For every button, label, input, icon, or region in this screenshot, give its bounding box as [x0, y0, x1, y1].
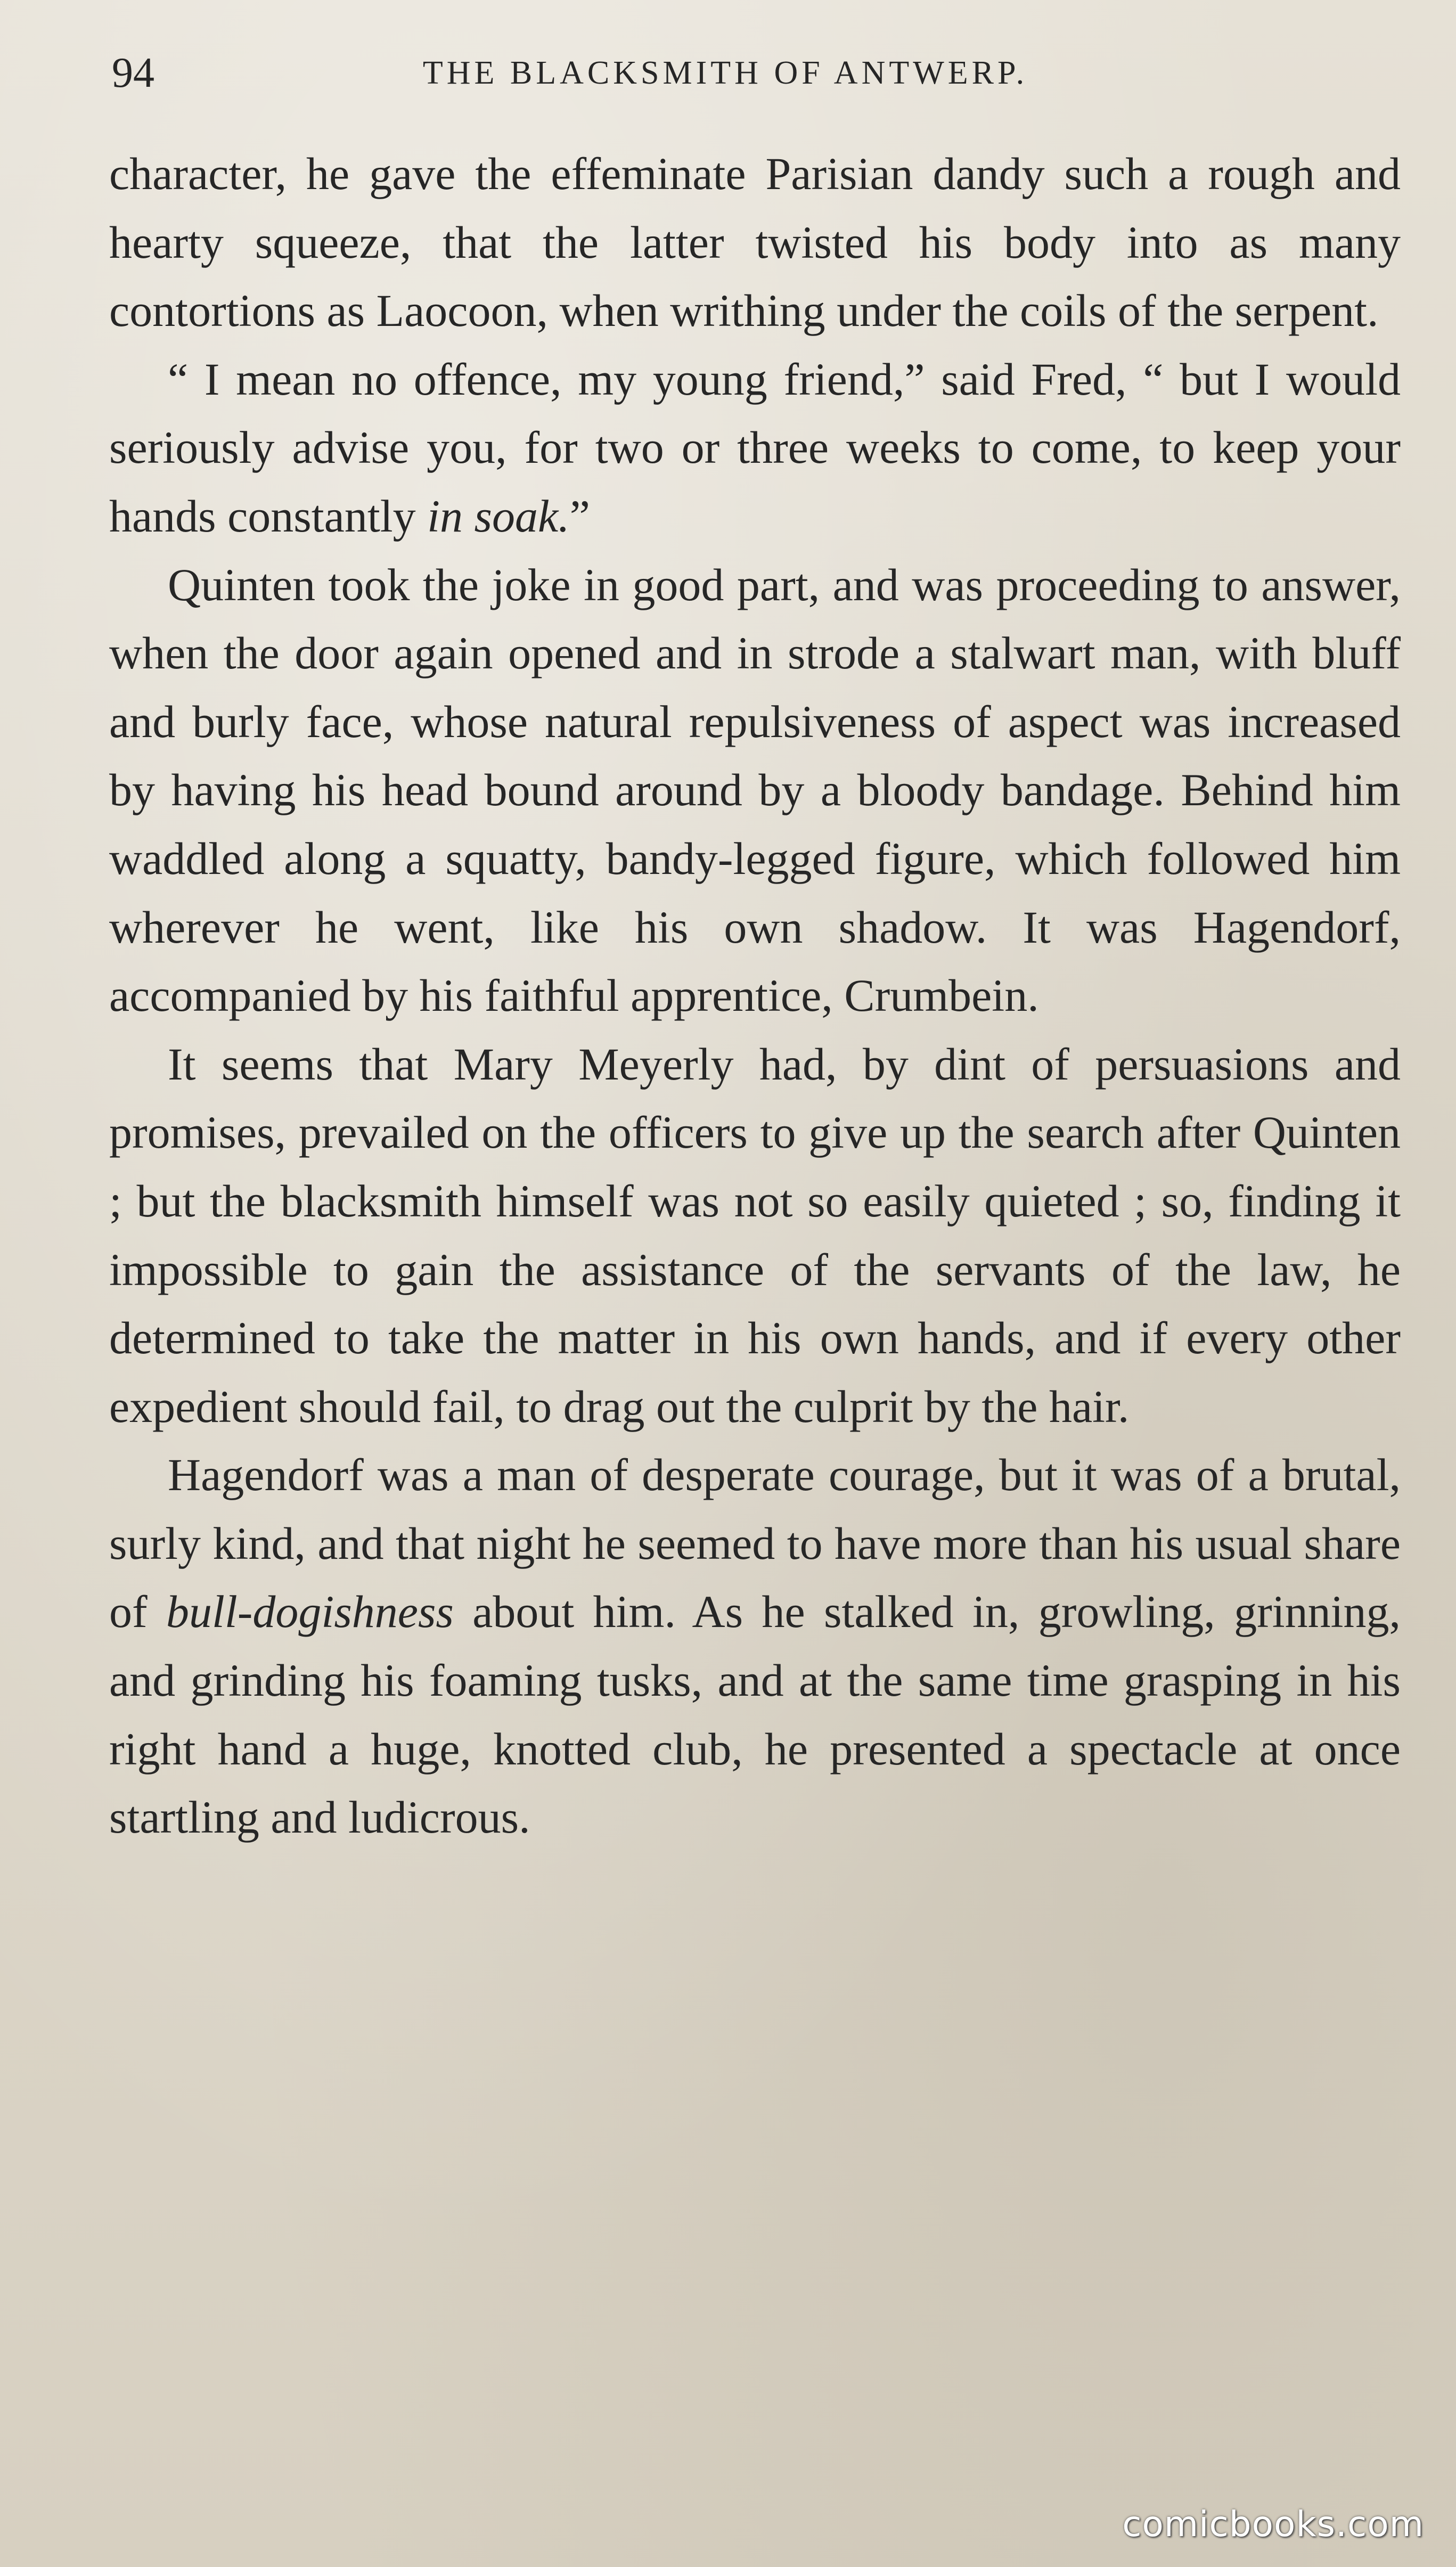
watermark: comicbooks.com	[1122, 2504, 1424, 2545]
text-segment: Quinten took the joke in good part, and was proceeding to answer, when the door again opened and in strode a stalwart man, with bluff and burly face, whose natural repulsiveness of aspect was increased by having his head bound around by a bloody bandage. Behind him waddled along a squatty, bandy-legged figure, which followed him wherever he went, like his own shadow. It was Hagendorf, accompanied by his faithful apprentice, Crumbein.	[109, 559, 1401, 1021]
text-segment: It seems that Mary Meyerly had, by dint of persuasions and promises, prevailed on the officers to give up the search after Quinten ; but the blacksmith himself was not so easily quieted ; so, finding it impossible to gain the assistance of the servants of the law, he determined to take the matter in his own hands, and if every other expedient should fail, to drag out the culprit by the hair.	[109, 1038, 1401, 1432]
italic-text: in soak.	[427, 490, 570, 542]
text-segment: about him. As he stalked in, growling, grinning, and grinding his foaming tusks, and at the same time grasping in his right hand a huge, knotted club, he presented a spectacle at once startling and ludicrous.	[109, 1586, 1401, 1843]
text-segment: character, he gave the effeminate Parisian dandy such a rough and hearty squeeze, that the latter twisted his body into as many contortions as Laocoon, when writhing under the coils of the serpent.	[109, 148, 1401, 337]
text-segment: ”	[569, 490, 590, 542]
paragraph	[109, 551, 1401, 1030]
italic-text: bull-dogishness	[166, 1586, 454, 1638]
text-segment: “ I mean no offence, my young friend,” said Fred, “ but I would seriously advise you, for two or three weeks to come, to keep your hands constantly	[109, 353, 1401, 542]
page-number: 94	[112, 50, 154, 96]
text-segment: Hagendorf was a man of desperate courage, but it was of a brutal, surly kind, and that night he seemed to have more than his usual share of	[109, 1449, 1401, 1638]
paragraph	[109, 345, 1401, 551]
running-title: THE BLACKSMITH OF ANTWERP.	[422, 55, 1028, 91]
paragraph	[109, 1441, 1401, 1852]
running-head	[112, 44, 1403, 102]
paragraph	[109, 140, 1401, 345]
body-text	[109, 140, 1401, 1852]
paragraph	[109, 1030, 1401, 1441]
